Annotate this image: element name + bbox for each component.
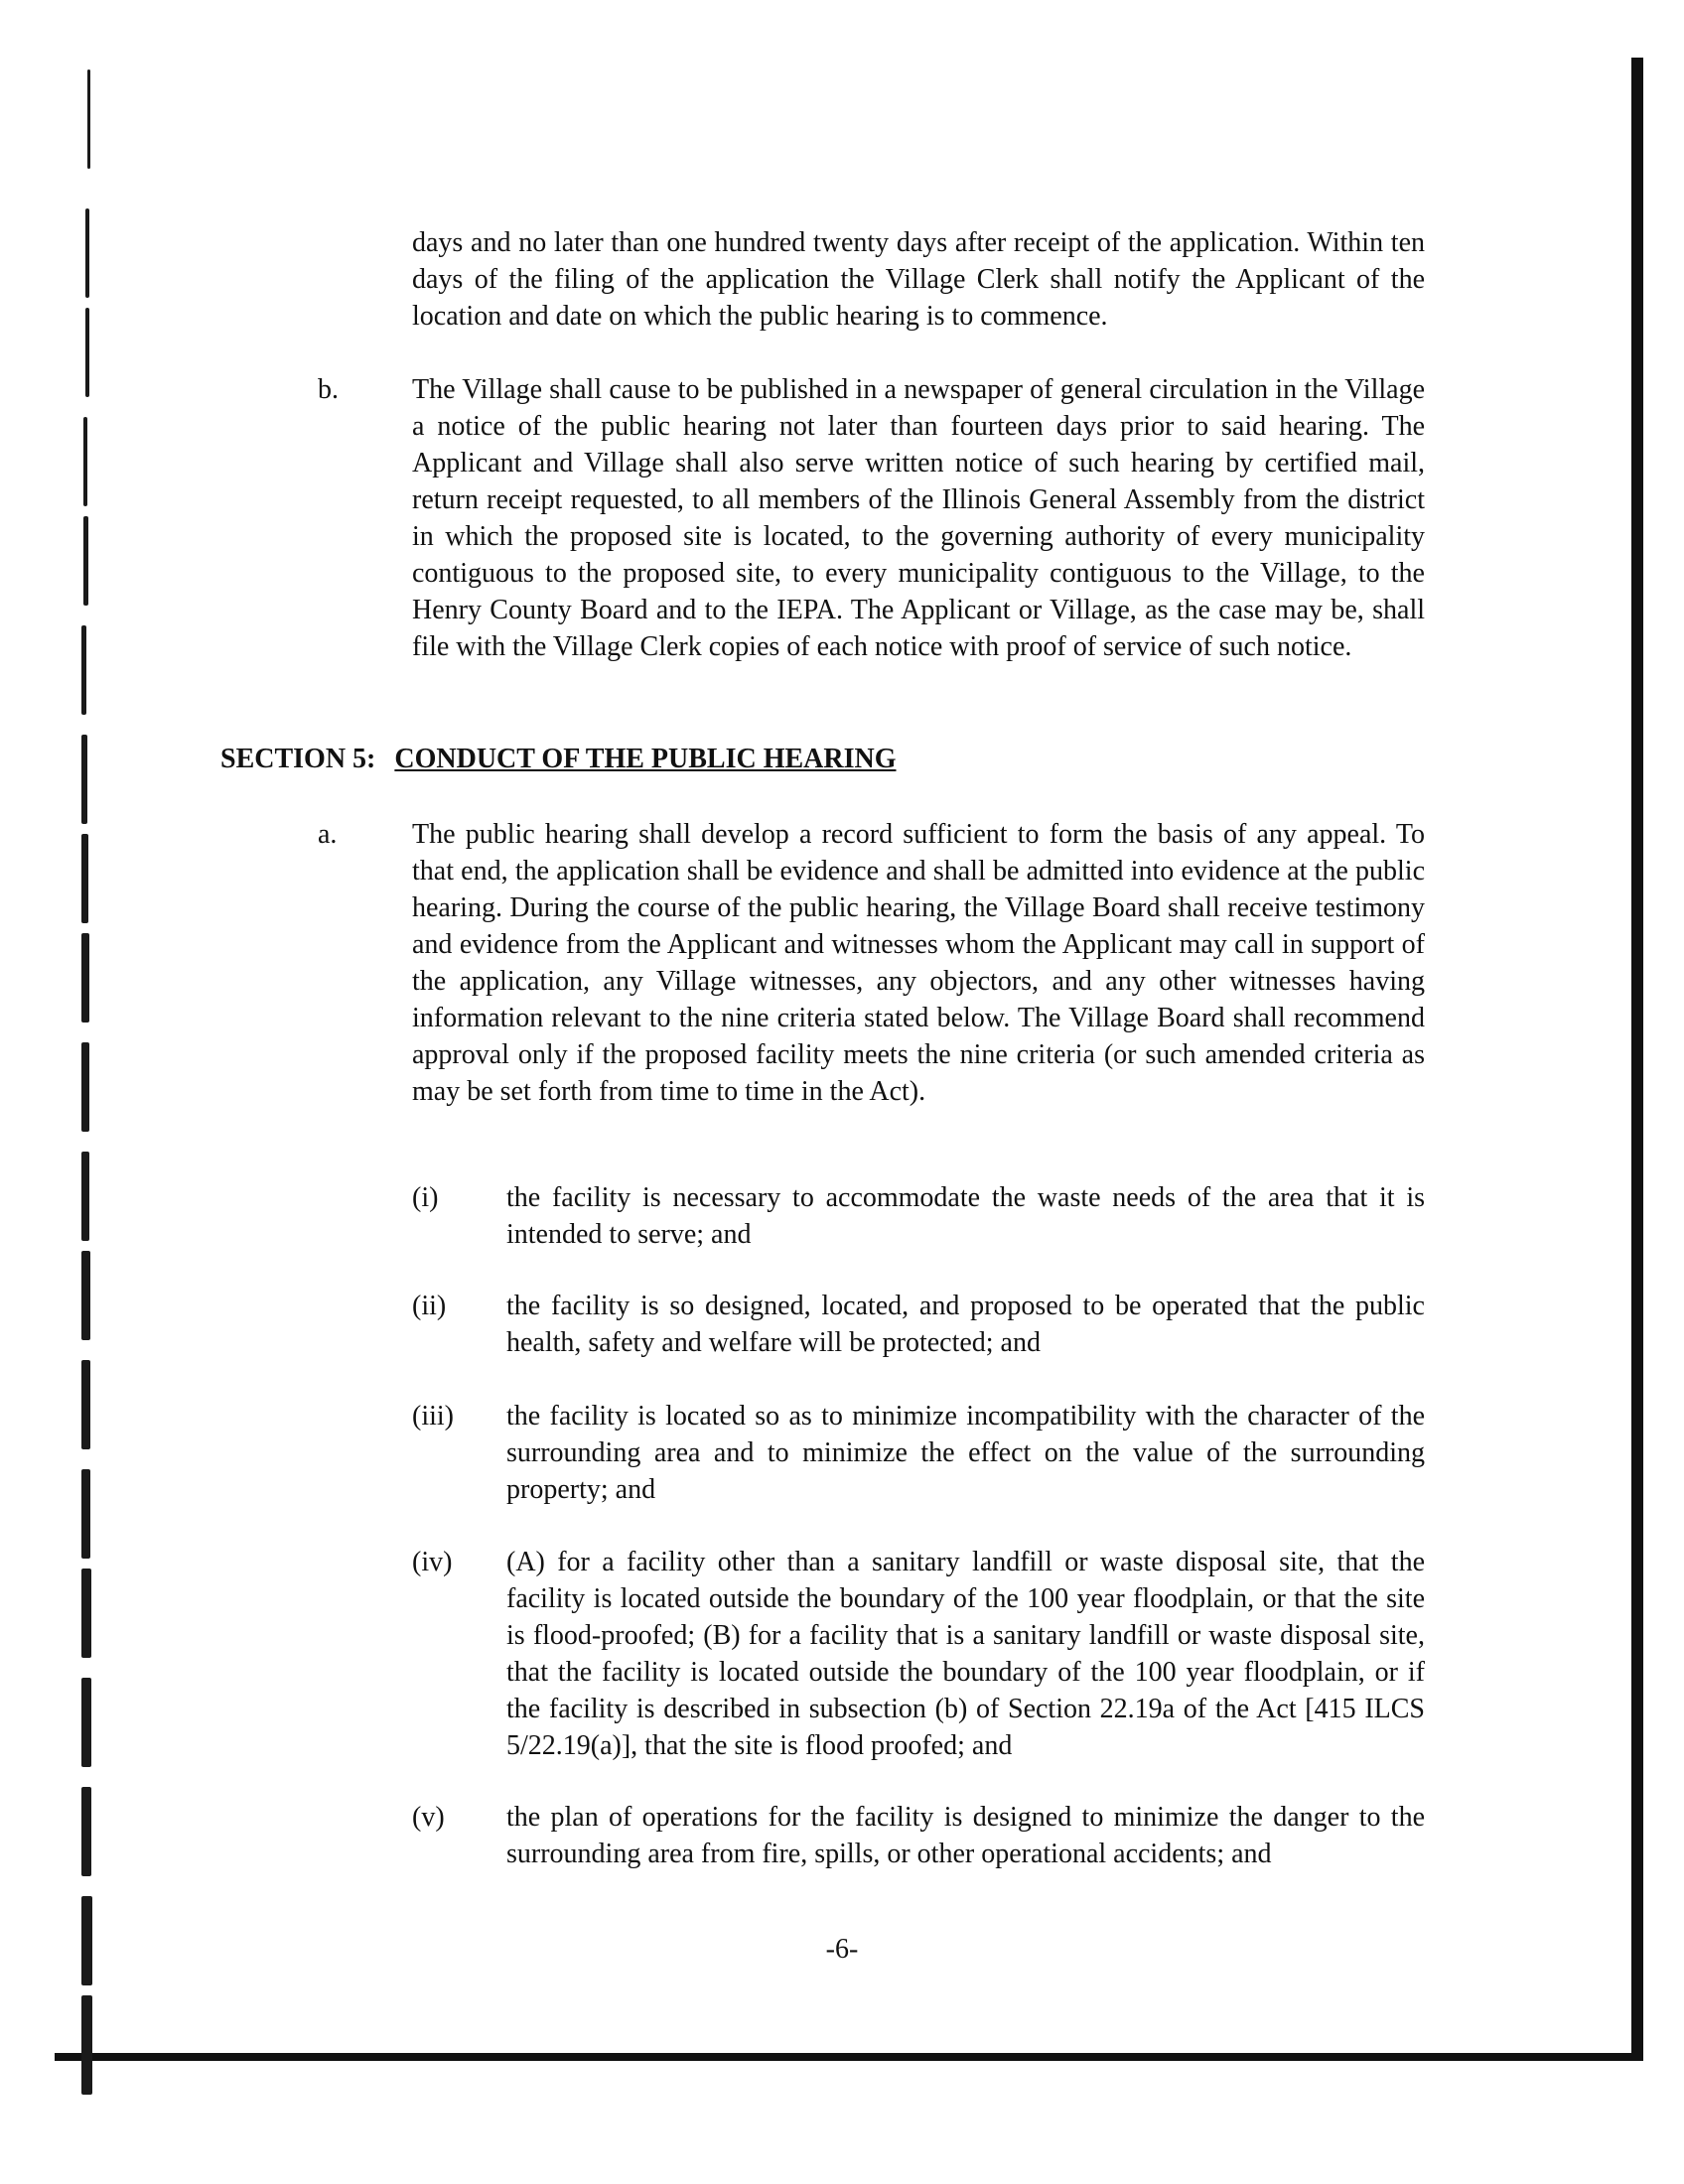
criterion-text: the plan of operations for the facility is designed to minimize the danger to the surrounding area from fire, spills, or other operational accidents; and <box>506 1802 1425 1869</box>
section-title: CONDUCT OF THE PUBLIC HEARING <box>394 744 897 774</box>
item-b-label: b. <box>318 374 339 405</box>
section-number: SECTION 5: <box>220 744 376 774</box>
criterion-text: the facility is necessary to accommodate the waste needs of the area that it is intended to serve; and <box>506 1182 1425 1250</box>
criterion-label: (v) <box>412 1802 445 1833</box>
item-a-text: The public hearing shall develop a record sufficient to form the basis of any appeal. To that end, the application shall be evidence and shall be admitted into evidence at the public hearing. During the course of the public hearing, the Village Board shall receive testimony and evidence from the Applicant and witnesses whom the Applicant may call in support of the application, any Village witnesses, any objectors, and any other witnesses having information relevant to the nine criteria stated below. The Village Board shall recommend approval only if the proposed facility meets the nine criteria (or such amended criteria as may be set forth from time to time in the Act). <box>412 819 1425 1107</box>
item-b-text: The Village shall cause to be published in a newspaper of general circulation in the Village a notice of the public hearing not later than fourteen days prior to said hearing. The Applicant and Village shall also serve written notice of such hearing by certified mail, return receipt requested, to all members of the Illinois General Assembly from the district in which the proposed site is located, to the governing authority of every municipality contiguous to the proposed site, to every municipality contiguous to the Village, to the Henry County Board and to the IEPA. The Applicant or Village, as the case may be, shall file with the Village Clerk copies of each notice with proof of service of such notice. <box>412 374 1425 662</box>
criterion-label: (iii) <box>412 1401 454 1432</box>
criterion-label: (iv) <box>412 1547 453 1577</box>
criterion-label: (ii) <box>412 1291 447 1321</box>
scan-edge-bottom <box>55 2053 1643 2061</box>
continued-paragraph: days and no later than one hundred twenty days after receipt of the application. Within ten days of the filing of the application the Village Clerk shall notify the Applicant of the location and date on which the public hearing is to commence. <box>412 227 1425 332</box>
binding-marks <box>73 60 103 2035</box>
criterion-text: the facility is so designed, located, and proposed to be operated that the public health, safety and welfare will be protected; and <box>506 1291 1425 1358</box>
page-number: -6- <box>825 1934 859 1965</box>
criterion-text: the facility is located so as to minimize incompatibility with the character of the surrounding area and to minimize the effect on the value of the surrounding property; and <box>506 1401 1425 1505</box>
scan-edge-right <box>1631 58 1643 2061</box>
section-heading <box>220 741 896 777</box>
criterion-text: (A) for a facility other than a sanitary landfill or waste disposal site, that the facility is located outside the boundary of the 100 year floodplain, or that the site is flood-proofed; (B) for a facility that is a sanitary landfill or waste disposal site, that the facility is located outside the boundary of the 100 year floodplain, or if the facility is described in subsection (b) of Section 22.19a of the Act [415 ILCS 5/22.19(a)], that the site is flood proofed; and <box>506 1547 1425 1761</box>
criterion-label: (i) <box>412 1182 439 1213</box>
item-a-label: a. <box>318 819 338 850</box>
